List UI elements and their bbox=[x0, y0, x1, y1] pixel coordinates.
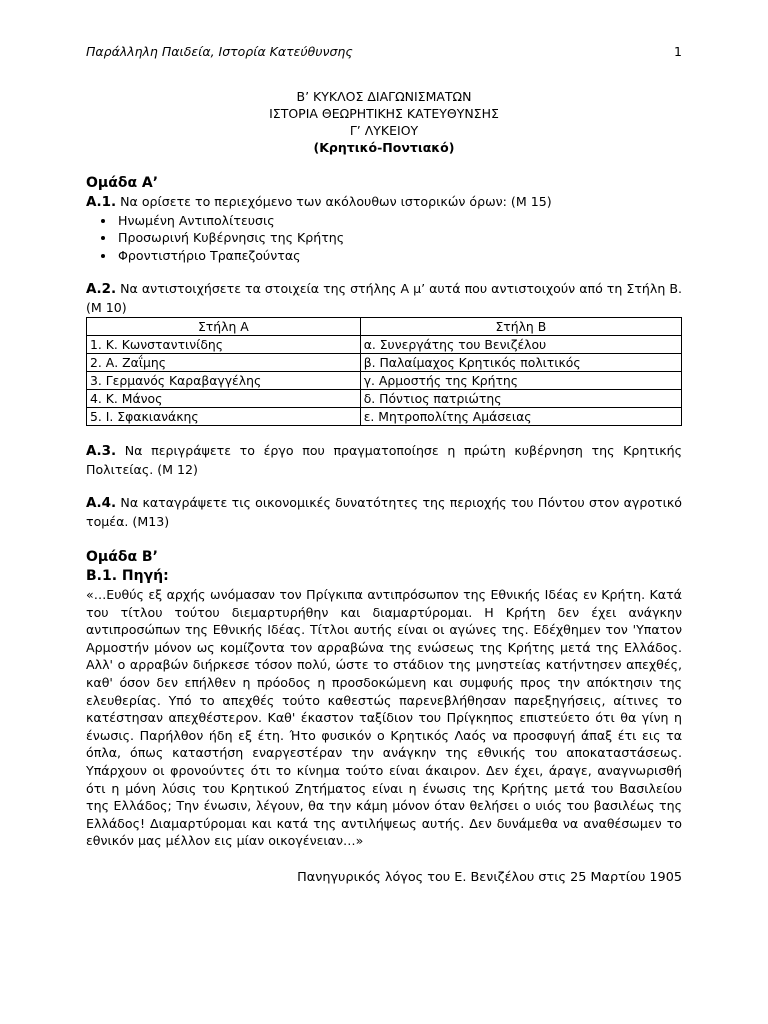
question-a1-label: Α.1. bbox=[86, 194, 117, 210]
title-line-1: Β’ ΚΥΚΛΟΣ ΔΙΑΓΩΝΙΣΜΑΤΩΝ bbox=[296, 89, 472, 104]
column-b-cell: β. Παλαίμαχος Κρητικός πολιτικός bbox=[360, 354, 681, 372]
column-a-cell: 3. Γερμανός Καραβαγγέλης bbox=[87, 372, 361, 390]
question-a2-label: Α.2. bbox=[86, 281, 117, 297]
header-title: Παράλληλη Παιδεία, Ιστορία Κατεύθυνσης bbox=[86, 44, 353, 59]
question-a1-text: Να ορίσετε το περιεχόμενο των ακόλουθων ιστορικών όρων: (Μ 15) bbox=[120, 194, 552, 209]
column-a-cell: 2. Α. Ζαΐμης bbox=[87, 354, 361, 372]
document-page bbox=[86, 44, 682, 885]
page-number: 1 bbox=[674, 44, 682, 59]
question-a4 bbox=[86, 494, 682, 530]
column-b-header: Στήλη Β bbox=[360, 318, 681, 336]
table-row bbox=[87, 390, 682, 408]
source-attribution: Πανηγυρικός λόγος του Ε. Βενιζέλου στις 25 Μαρτίου 1905 bbox=[297, 869, 682, 885]
question-a3-label: Α.3. bbox=[86, 443, 117, 459]
question-a3 bbox=[86, 442, 682, 478]
title-line-3: Γ’ ΛΥΚΕΙΟΥ bbox=[349, 123, 419, 138]
column-b-cell: ε. Μητροπολίτης Αμάσειας bbox=[360, 408, 681, 426]
a1-term-list bbox=[86, 212, 682, 265]
list-item: • Φροντιστήριο Τραπεζούντας bbox=[116, 247, 682, 265]
exam-title bbox=[86, 88, 682, 156]
table-row bbox=[87, 336, 682, 354]
title-line-4: (Κρητικό-Ποντιακό) bbox=[313, 140, 455, 155]
running-header bbox=[86, 44, 682, 64]
column-b-cell: δ. Πόντιος πατριώτης bbox=[360, 390, 681, 408]
column-a-header: Στήλη Α bbox=[87, 318, 361, 336]
source-quote: «…Ευθύς εξ αρχής ωνόμασαν τον Πρίγκιπα αντιπρόσωπον της Εθνικής Ιδέας εν Κρήτη. Κατά του τίτλου τούτου διεμαρτυρήθην και διαμαρτύρομαι. Η Κρήτη δεν έχει ανάγκην αντιπροσώπων της Εθνικής Ιδέας. Τίτλοι αυτής είναι οι αγώνες της. Εδέχθημεν τον 'Υπατον Αρμοστήν μόνον ως κομίζοντα τον αρραβώνα της ενώσεως της Κρήτης μετά της Ελλάδος. Αλλ' ο αρραβών διήρκεσε τόσον πολύ, ώστε το στάδιον της μνηστείας κατήντησεν απεχθές, καθ' όσον δεν επήλθεν η πρόοδος η προσδοκώμενη και συμφυής προς την απόκτησιν της ελευθερίας. Υπό το απεχθές τούτο καθεστώς παρενεβλήθησαν παρεξηγήσεις, αίτινες το κατέστησαν απεχθέστερον. Καθ' έκαστον ταξίδιον του Πρίγκηπος επιστεύετο ότι θα γίνη η ένωσις. Παρήλθον ήδη εξ έτη. Ήτο φυσικόν ο Κρητικός Λαός να προσφυγή άπαξ έτι εις τα όπλα, όπως καταστήση εναργεστέραν την ανάγκην της εθνικής του αποκαταστάσεως. Υπάρχουν οι φρονούντες ότι το κίνημα τούτο είναι άκαιρον. Δεν έχει, άραγε, αναγνωρισθή ότι η μόνη λύσις του Κρητικού Ζητήματος είναι η ένωσις της Κρήτης μετά του Βασιλείου της Ελλάδος; Την ένωσιν, λέγουν, θα την κάμη μόνον όταν θελήσει ο υιός του βασιλέως της Ελλάδος! Διαμαρτύρομαι και κατά της αντιλήψεως αυτής. Δεν δυνάμεθα να αναθέσωμεν το εθνικόν μας μέλλον εις μίαν οικογένειαν…» bbox=[86, 587, 682, 849]
table-row bbox=[87, 372, 682, 390]
question-a1 bbox=[86, 193, 682, 212]
column-b-cell: γ. Αρμοστής της Κρήτης bbox=[360, 372, 681, 390]
question-a2-text: Να αντιστοιχήσετε τα στοιχεία της στήλης Α μ’ αυτά που αντιστοιχούν από τη Στήλη Β. (Μ 10) bbox=[86, 281, 682, 315]
group-b-heading: Ομάδα Β’ bbox=[86, 549, 158, 565]
question-a4-label: Α.4. bbox=[86, 495, 117, 511]
table-row bbox=[87, 408, 682, 426]
source-heading: Β.1. Πηγή: bbox=[86, 568, 169, 584]
column-b-cell: α. Συνεργάτης του Βενιζέλου bbox=[360, 336, 681, 354]
matching-table bbox=[86, 317, 682, 426]
column-a-cell: 4. Κ. Μάνος bbox=[87, 390, 361, 408]
list-item: • Προσωρινή Κυβέρνησις της Κρήτης bbox=[116, 229, 682, 247]
question-a3-text: Να περιγράψετε το έργο που πραγματοποίησε η πρώτη κυβέρνηση της Κρητικής Πολιτείας. (Μ 12) bbox=[86, 443, 682, 477]
column-a-cell: 5. Ι. Σφακιανάκης bbox=[87, 408, 361, 426]
question-a4-text: Να καταγράψετε τις οικονομικές δυνατότητες της περιοχής του Πόντου στον αγροτικό τομέα. (Μ13) bbox=[86, 495, 682, 529]
title-line-2: ΙΣΤΟΡΙΑ ΘΕΩΡΗΤΙΚΗΣ ΚΑΤΕΥΘΥΝΣΗΣ bbox=[269, 106, 499, 121]
table-row bbox=[87, 354, 682, 372]
list-item: • Ηνωμένη Αντιπολίτευσις bbox=[116, 212, 682, 230]
table-header-row bbox=[87, 318, 682, 336]
column-a-cell: 1. Κ. Κωνσταντινίδης bbox=[87, 336, 361, 354]
question-a2 bbox=[86, 280, 682, 316]
group-a-heading: Ομάδα Α’ bbox=[86, 175, 159, 191]
